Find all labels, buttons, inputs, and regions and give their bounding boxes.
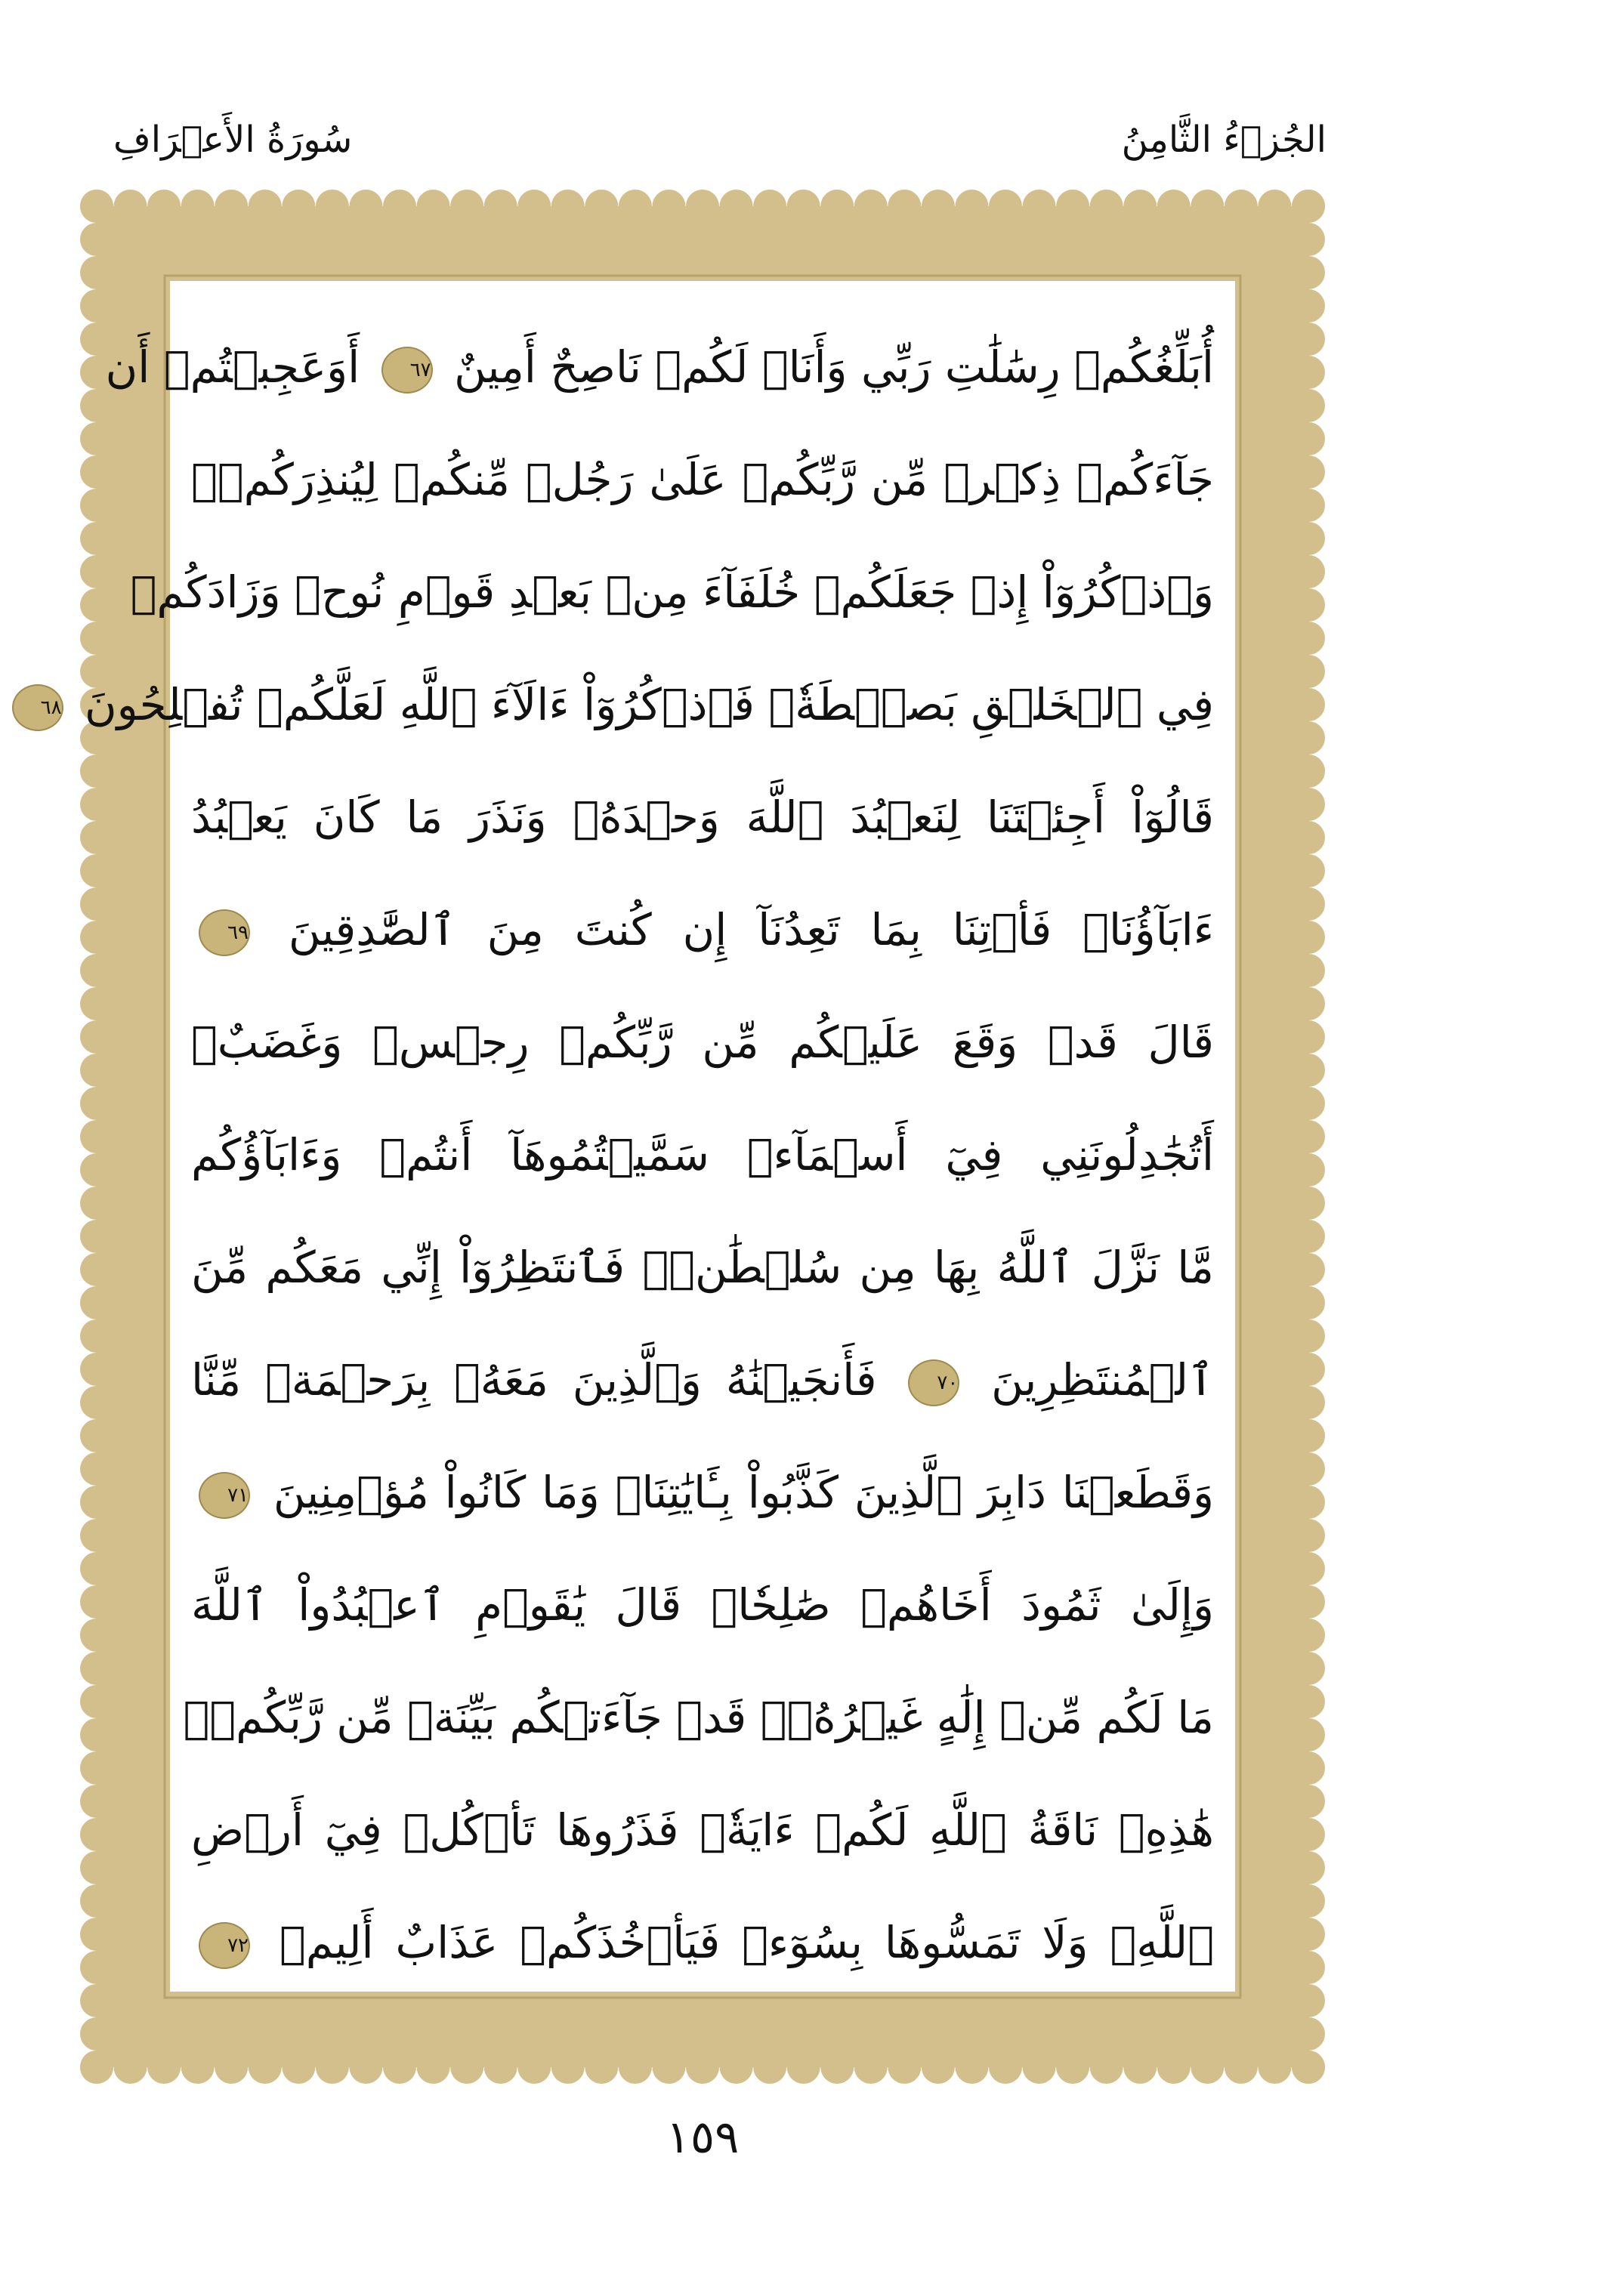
- frame-scallop: [1090, 2051, 1123, 2084]
- frame-scallop: [1023, 190, 1056, 223]
- frame-scallop: [80, 489, 113, 522]
- frame-scallop: [1292, 555, 1325, 588]
- frame-scallop: [80, 422, 113, 455]
- frame-scallop: [1292, 422, 1325, 455]
- frame-scallop: [1292, 1286, 1325, 1319]
- frame-scallop: [1292, 1918, 1325, 1951]
- ayah-number-marker: ٦٧: [381, 347, 433, 393]
- frame-scallop: [1258, 2051, 1291, 2084]
- frame-scallop: [1292, 1619, 1325, 1652]
- frame-scallop: [80, 522, 113, 555]
- frame-scallop: [249, 190, 282, 223]
- frame-scallop: [80, 1319, 113, 1353]
- frame-scallop: [80, 1818, 113, 1851]
- frame-scallop: [652, 2051, 685, 2084]
- frame-scallop: [1292, 1187, 1325, 1220]
- frame-scallop: [80, 455, 113, 489]
- frame-scallop: [1292, 921, 1325, 954]
- frame-scallop: [114, 190, 147, 223]
- verse-text: فَأَنجَيۡنَٰهُ وَٱلَّذِينَ مَعَهُۥ بِرَحۡمَةٖ مِّنَّا: [191, 1354, 877, 1406]
- verse-text: هَٰذِهِۦ نَاقَةُ ٱللَّهِ لَكُمۡ ءَايَةٗۖ فَذَرُوهَا تَأۡكُلۡ فِيٓ أَرۡضِ: [191, 1804, 1214, 1856]
- frame-scallop: [619, 190, 652, 223]
- frame-scallop: [1292, 1552, 1325, 1585]
- frame-scallop: [1090, 190, 1123, 223]
- frame-scallop: [1258, 190, 1291, 223]
- frame-scallop: [1292, 1486, 1325, 1519]
- frame-scallop: [80, 1020, 113, 1054]
- frame-scallop: [753, 2051, 786, 2084]
- frame-scallop: [619, 2051, 652, 2084]
- verse-lines: [40, 311, 1215, 1999]
- verse-text: مَّا نَزَّلَ ٱللَّهُ بِهَا مِن سُلۡطَٰنٖۚ فَٱنتَظِرُوٓاْ إِنِّي مَعَكُم مِّنَ: [191, 1242, 1214, 1293]
- frame-scallop: [80, 1220, 113, 1253]
- frame-scallop: [1292, 2017, 1325, 2051]
- frame-scallop: [80, 190, 113, 223]
- frame-scallop: [349, 190, 382, 223]
- frame-scallop: [1292, 1984, 1325, 2017]
- frame-scallop: [787, 190, 820, 223]
- frame-scallop: [517, 2051, 551, 2084]
- frame-scallop: [1157, 2051, 1191, 2084]
- frame-scallop: [787, 2051, 820, 2084]
- frame-scallop: [1056, 190, 1089, 223]
- frame-scallop: [1292, 1087, 1325, 1120]
- frame-scallop: [854, 2051, 888, 2084]
- frame-scallop: [80, 854, 113, 887]
- frame-scallop: [1292, 289, 1325, 322]
- frame-scallop: [1292, 622, 1325, 655]
- frame-scallop: [1225, 190, 1258, 223]
- frame-scallop: [147, 190, 181, 223]
- verse-text: أُبَلِّغُكُمۡ رِسَٰلَٰتِ رَبِّي وَأَنَا۠ لَكُمۡ نَاصِحٌ أَمِينٌ: [454, 341, 1214, 393]
- frame-scallop: [417, 2051, 450, 2084]
- verse-text: فِي ٱلۡخَلۡقِ بَصۜۡطَةٗۖ فَٱذۡكُرُوٓاْ ءَالَآءَ ٱللَّهِ لَعَلَّكُمۡ تُفۡلِحُونَ: [85, 679, 1214, 730]
- frame-scallop: [1292, 522, 1325, 555]
- frame-scallop: [1292, 954, 1325, 987]
- frame-scallop: [955, 190, 988, 223]
- frame-scallop: [450, 190, 483, 223]
- frame-scallop: [1292, 223, 1325, 256]
- frame-scallop: [80, 887, 113, 921]
- frame-scallop: [1292, 1220, 1325, 1253]
- frame-scallop: [80, 588, 113, 622]
- frame-scallop: [80, 1253, 113, 1286]
- frame-scallop: [1292, 190, 1325, 223]
- frame-scallop: [1292, 588, 1325, 622]
- frame-scallop: [349, 2051, 382, 2084]
- frame-scallop: [80, 921, 113, 954]
- frame-scallop: [1023, 2051, 1056, 2084]
- frame-scallop: [80, 1785, 113, 1818]
- verse-line: [130, 536, 1214, 649]
- verse-text: أَتُجَٰدِلُونَنِي فِيٓ أَسۡمَآءٖ سَمَّيۡتُمُوهَآ أَنتُمۡ وَءَابَآؤُكُم: [191, 1129, 1214, 1180]
- frame-scallop: [80, 223, 113, 256]
- frame-scallop: [551, 190, 585, 223]
- frame-scallop: [1292, 1851, 1325, 1884]
- frame-scallop: [1292, 2051, 1325, 2084]
- frame-scallop: [1292, 1818, 1325, 1851]
- verse-line: [105, 311, 1214, 424]
- frame-scallop: [147, 2051, 181, 2084]
- frame-scallop: [1292, 1054, 1325, 1087]
- verse-line: [191, 761, 1214, 874]
- frame-scallop: [1292, 788, 1325, 821]
- frame-scallop: [686, 2051, 719, 2084]
- frame-scallop: [181, 2051, 215, 2084]
- frame-scallop: [1292, 455, 1325, 489]
- frame-scallop: [80, 1652, 113, 1685]
- ayah-number-marker: ٦٩: [199, 909, 250, 956]
- frame-scallop: [1292, 1419, 1325, 1452]
- verse-line: [191, 1211, 1214, 1324]
- frame-scallop: [80, 1153, 113, 1187]
- frame-scallop: [80, 1984, 113, 2017]
- frame-scallop: [417, 190, 450, 223]
- frame-scallop: [215, 190, 248, 223]
- frame-scallop: [1292, 821, 1325, 854]
- frame-scallop: [888, 2051, 921, 2084]
- frame-scallop: [1292, 489, 1325, 522]
- frame-scallop: [1191, 2051, 1224, 2084]
- frame-scallop: [484, 2051, 517, 2084]
- frame-scallop: [80, 1918, 113, 1951]
- frame-scallop: [1292, 721, 1325, 755]
- verse-text: وَإِلَىٰ ثَمُودَ أَخَاهُمۡ صَٰلِحٗاۚ قَالَ يَٰقَوۡمِ ٱعۡبُدُواْ ٱللَّهَ: [191, 1579, 1214, 1631]
- frame-scallop: [80, 2051, 113, 2084]
- frame-scallop: [720, 2051, 753, 2084]
- frame-scallop: [1292, 1319, 1325, 1353]
- frame-scallop: [1123, 2051, 1157, 2084]
- frame-scallop: [1292, 1353, 1325, 1386]
- frame-scallop: [316, 190, 349, 223]
- frame-scallop: [80, 1585, 113, 1619]
- frame-scallop: [753, 190, 786, 223]
- frame-scallop: [215, 2051, 248, 2084]
- frame-scallop: [585, 2051, 618, 2084]
- verse-text: وَقَطَعۡنَا دَابِرَ ٱلَّذِينَ كَذَّبُواْ بِـَٔايَٰتِنَاۖ وَمَا كَانُواْ مُؤۡمِنِينَ: [273, 1467, 1215, 1518]
- frame-scallop: [1292, 1951, 1325, 1984]
- frame-scallop: [80, 1951, 113, 1984]
- frame-scallop: [1292, 1785, 1325, 1818]
- frame-scallop: [450, 2051, 483, 2084]
- verse-text: قَالَ قَدۡ وَقَعَ عَلَيۡكُم مِّن رَّبِّكُمۡ رِجۡسٞ وَغَضَبٌۖ: [191, 1017, 1214, 1068]
- verse-text: جَآءَكُمۡ ذِكۡرٞ مِّن رَّبِّكُمۡ عَلَىٰ رَجُلٖ مِّنكُمۡ لِيُنذِرَكُمۡۚ: [191, 454, 1214, 505]
- ayah-number-marker: ٧١: [199, 1472, 250, 1519]
- verse-line: [191, 1437, 1214, 1549]
- frame-scallop: [80, 1419, 113, 1452]
- frame-scallop: [80, 1353, 113, 1386]
- verse-line: [191, 874, 1214, 986]
- frame-scallop: [1292, 356, 1325, 389]
- frame-scallop: [181, 190, 215, 223]
- verse-line: [191, 1549, 1214, 1662]
- frame-scallop: [80, 1619, 113, 1652]
- frame-scallop: [1292, 987, 1325, 1020]
- frame-scallop: [1292, 1020, 1325, 1054]
- frame-scallop: [1292, 322, 1325, 356]
- frame-scallop: [922, 2051, 955, 2084]
- frame-scallop: [80, 1120, 113, 1153]
- frame-scallop: [517, 190, 551, 223]
- page-number: ١٥٩: [666, 2111, 740, 2164]
- frame-scallop: [989, 190, 1022, 223]
- surah-name: سُورَةُ الأَعۡرَافِ: [113, 119, 353, 161]
- frame-scallop: [1292, 1685, 1325, 1718]
- frame-scallop: [1292, 655, 1325, 688]
- frame-scallop: [114, 2051, 147, 2084]
- frame-scallop: [820, 2051, 854, 2084]
- verse-text: ٱلۡمُنتَظِرِينَ: [991, 1354, 1214, 1406]
- frame-scallop: [1292, 854, 1325, 887]
- frame-scallop: [80, 987, 113, 1020]
- frame-scallop: [854, 190, 888, 223]
- frame-scallop: [80, 1386, 113, 1419]
- frame-scallop: [80, 1519, 113, 1552]
- frame-scallop: [80, 555, 113, 588]
- verse-line: [191, 424, 1214, 536]
- verse-text: وَٱذۡكُرُوٓاْ إِذۡ جَعَلَكُمۡ خُلَفَآءَ مِنۢ بَعۡدِ قَوۡمِ نُوحٖ وَزَادَكُمۡ: [130, 566, 1214, 618]
- frame-scallop: [80, 1751, 113, 1785]
- frame-scallop: [1292, 887, 1325, 921]
- frame-scallop: [686, 190, 719, 223]
- frame-scallop: [1292, 1120, 1325, 1153]
- verse-line: [183, 1662, 1214, 1774]
- frame-scallop: [80, 1486, 113, 1519]
- ayah-number-marker: ٧٢: [199, 1922, 250, 1969]
- frame-scallop: [1292, 1452, 1325, 1486]
- verse-line: [191, 1774, 1214, 1887]
- frame-scallop: [80, 1452, 113, 1486]
- frame-scallop: [282, 2051, 315, 2084]
- frame-scallop: [1191, 190, 1224, 223]
- frame-scallop: [80, 1187, 113, 1220]
- verse-text: ءَابَآؤُنَاۖ فَأۡتِنَا بِمَا تَعِدُنَآ إِن كُنتَ مِنَ ٱلصَّٰدِقِينَ: [288, 904, 1215, 955]
- verse-line: [191, 1324, 1214, 1437]
- verse-text: ٱللَّهِۖ وَلَا تَمَسُّوهَا بِسُوٓءٖ فَيَأۡخُذَكُمۡ عَذَابٌ أَلِيمٞ: [279, 1917, 1214, 1968]
- verse-text: مَا لَكُم مِّنۡ إِلَٰهٍ غَيۡرُهُۥۖ قَدۡ جَآءَتۡكُم بَيِّنَةٞ مِّن رَّبِّكُمۡۖ: [183, 1692, 1214, 1743]
- frame-scallop: [1292, 389, 1325, 422]
- frame-scallop: [249, 2051, 282, 2084]
- frame-scallop: [1225, 2051, 1258, 2084]
- frame-scallop: [1292, 1519, 1325, 1552]
- frame-scallop: [80, 788, 113, 821]
- verse-text: قَالُوٓاْ أَجِئۡتَنَا لِنَعۡبُدَ ٱللَّهَ وَحۡدَهُۥ وَنَذَرَ مَا كَانَ يَعۡبُدُ: [191, 792, 1214, 843]
- frame-scallop: [652, 190, 685, 223]
- frame-scallop: [922, 190, 955, 223]
- frame-scallop: [80, 1087, 113, 1120]
- frame-scallop: [282, 190, 315, 223]
- frame-scallop: [1292, 1751, 1325, 1785]
- frame-scallop: [80, 1552, 113, 1585]
- frame-scallop: [1157, 190, 1191, 223]
- frame-scallop: [551, 2051, 585, 2084]
- frame-scallop: [1292, 256, 1325, 289]
- frame-scallop: [484, 190, 517, 223]
- frame-scallop: [80, 1054, 113, 1087]
- verse-text: أَوَعَجِبۡتُمۡ أَن: [105, 341, 360, 393]
- frame-scallop: [955, 2051, 988, 2084]
- verse-line: [40, 649, 1214, 761]
- frame-scallop: [383, 190, 416, 223]
- frame-scallop: [1292, 1718, 1325, 1751]
- frame-scallop: [1292, 1153, 1325, 1187]
- frame-scallop: [585, 190, 618, 223]
- frame-scallop: [80, 1851, 113, 1884]
- juz-name: الجُزۡءُ الثَّامِنُ: [1121, 119, 1326, 161]
- frame-scallop: [888, 190, 921, 223]
- text-panel: [40, 281, 1235, 1992]
- frame-scallop: [80, 1286, 113, 1319]
- frame-scallop: [1292, 1253, 1325, 1286]
- frame-scallop: [1292, 1652, 1325, 1685]
- ayah-number-marker: ٧٠: [908, 1359, 959, 1406]
- verse-line: [191, 986, 1214, 1099]
- verse-line: [191, 1099, 1214, 1211]
- ayah-number-marker: ٦٨: [12, 684, 63, 731]
- frame-scallop: [1056, 2051, 1089, 2084]
- frame-scallop: [989, 2051, 1022, 2084]
- frame-scallop: [80, 954, 113, 987]
- frame-scallop: [1292, 688, 1325, 721]
- frame-scallop: [1292, 1386, 1325, 1419]
- frame-scallop: [720, 190, 753, 223]
- frame-scallop: [383, 2051, 416, 2084]
- frame-scallop: [820, 190, 854, 223]
- frame-scallop: [80, 256, 113, 289]
- frame-scallop: [1292, 755, 1325, 788]
- frame-scallop: [1123, 190, 1157, 223]
- frame-scallop: [80, 2017, 113, 2051]
- verse-line: [191, 1887, 1214, 1999]
- frame-scallop: [80, 1884, 113, 1918]
- frame-scallop: [80, 1685, 113, 1718]
- frame-scallop: [316, 2051, 349, 2084]
- frame-scallop: [80, 821, 113, 854]
- frame-scallop: [1292, 1585, 1325, 1619]
- frame-scallop: [1292, 1884, 1325, 1918]
- frame-scallop: [80, 1718, 113, 1751]
